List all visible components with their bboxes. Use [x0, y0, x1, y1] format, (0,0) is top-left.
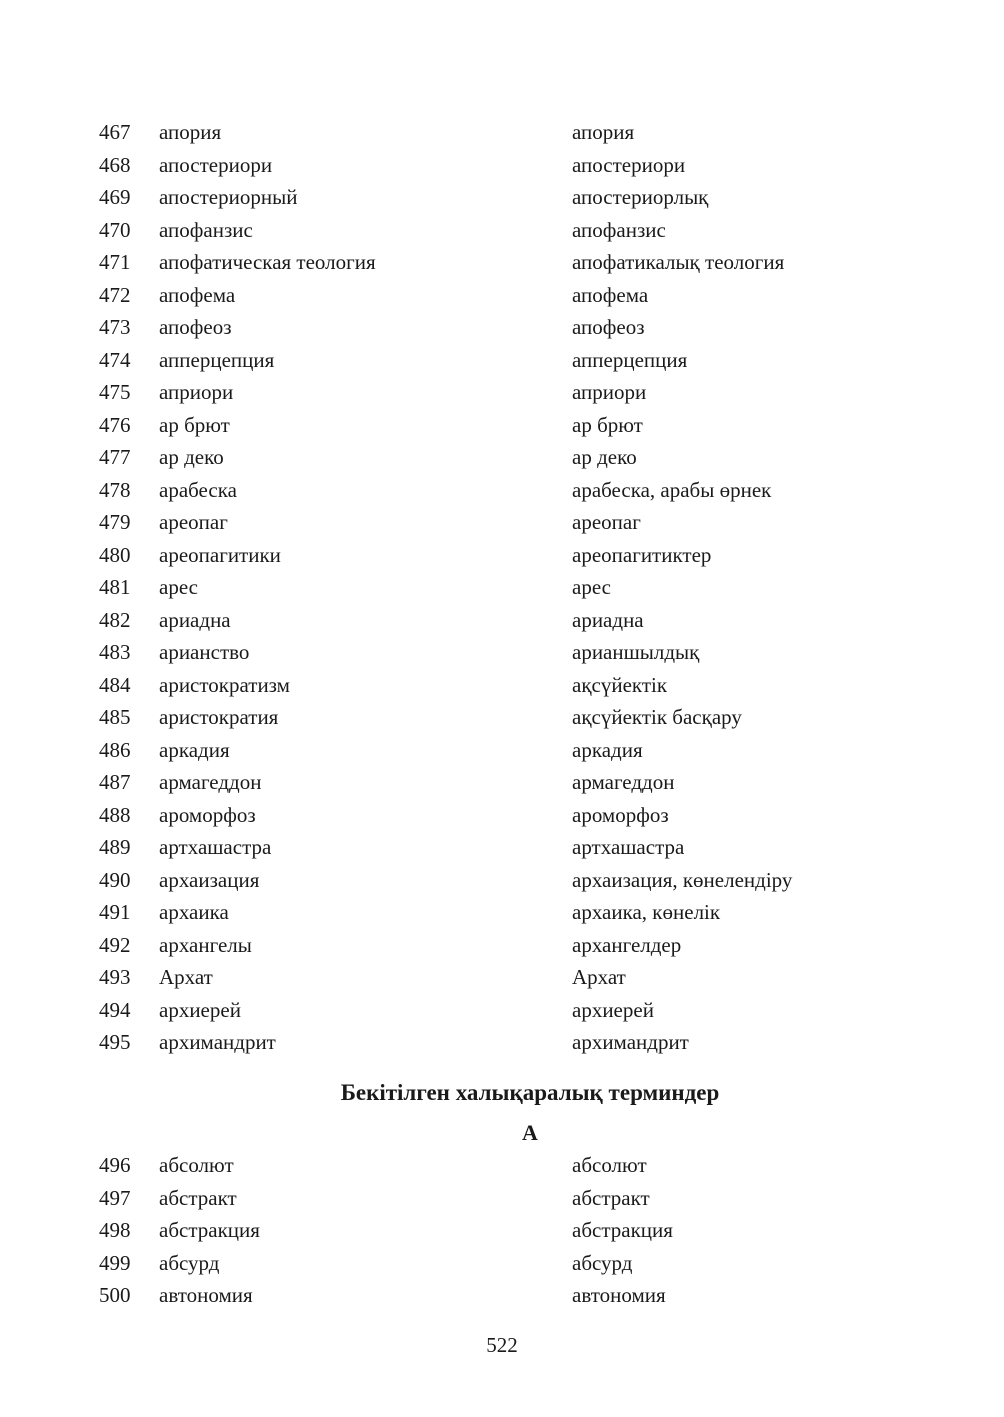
term-row: [0, 734, 1004, 767]
term-number: 499: [99, 1250, 131, 1275]
term-russian: Архат: [159, 965, 213, 989]
term-number: 476: [99, 412, 131, 437]
term-russian: армагеддон: [159, 770, 262, 794]
term-row: [0, 766, 1004, 799]
term-kazakh: архангелдер: [572, 932, 682, 957]
term-number: 475: [99, 380, 131, 404]
term-row: [0, 506, 1004, 539]
term-russian: абстракция: [159, 1218, 260, 1242]
term-kazakh: арес: [572, 575, 611, 599]
term-russian: ареопаг: [159, 510, 228, 534]
term-russian: абстракт: [159, 1185, 237, 1210]
term-row: [0, 864, 1004, 897]
term-row: [0, 604, 1004, 637]
term-kazakh: аркадия: [572, 737, 643, 762]
term-number: 493: [99, 965, 131, 989]
term-russian: архаизация: [159, 867, 260, 892]
term-number: 483: [99, 640, 131, 664]
term-kazakh: апофема: [572, 282, 649, 307]
section-term-list: [0, 1149, 1004, 1312]
term-row: [0, 1214, 1004, 1247]
term-russian: архимандрит: [159, 1030, 276, 1054]
term-number: 478: [99, 477, 131, 502]
term-number: 481: [99, 575, 131, 599]
term-row: [0, 116, 1004, 149]
term-number: 484: [99, 672, 131, 697]
term-kazakh: артхашастра: [572, 835, 685, 859]
term-kazakh: абсолют: [572, 1153, 647, 1177]
term-row: [0, 1026, 1004, 1059]
section-heading: Бекітілген халықаралық терминдер: [340, 1080, 720, 1105]
term-russian: апофеоз: [159, 315, 232, 339]
term-number: 485: [99, 705, 131, 729]
term-russian: апофема: [159, 282, 236, 307]
term-kazakh: апперцепция: [572, 347, 688, 372]
term-kazakh: апория: [572, 120, 635, 144]
term-number: 497: [99, 1185, 131, 1210]
term-russian: абсурд: [159, 1250, 220, 1275]
term-number: 479: [99, 510, 131, 534]
term-row: [0, 246, 1004, 279]
term-number: 468: [99, 152, 131, 177]
term-russian: апофанзис: [159, 217, 253, 242]
term-russian: ар деко: [159, 445, 224, 469]
term-kazakh: априори: [572, 380, 647, 404]
term-number: 492: [99, 932, 131, 957]
term-kazakh: ар брют: [572, 412, 643, 437]
term-number: 469: [99, 185, 131, 209]
term-number: 474: [99, 347, 131, 372]
term-kazakh: апофеоз: [572, 315, 645, 339]
term-kazakh: абсурд: [572, 1250, 633, 1275]
term-row: [0, 961, 1004, 994]
term-russian: апостериорный: [159, 185, 298, 209]
term-russian: апофатическая теология: [159, 250, 376, 274]
term-number: 472: [99, 282, 131, 307]
term-row: [0, 181, 1004, 214]
term-russian: архаика: [159, 900, 229, 924]
term-row: [0, 799, 1004, 832]
term-russian: ариадна: [159, 607, 231, 632]
term-kazakh: ар деко: [572, 445, 637, 469]
term-number: 473: [99, 315, 131, 339]
term-number: 491: [99, 900, 131, 924]
term-row: [0, 539, 1004, 572]
section-letter: А: [522, 1120, 538, 1145]
term-number: 500: [99, 1283, 131, 1307]
term-kazakh: абстракт: [572, 1185, 650, 1210]
term-number: 471: [99, 250, 131, 274]
term-kazakh: ақсүйектік басқару: [572, 705, 742, 729]
term-kazakh: апостериорлық: [572, 185, 709, 209]
term-russian: абсолют: [159, 1153, 234, 1177]
term-russian: аркадия: [159, 737, 230, 762]
term-number: 470: [99, 217, 131, 242]
term-number: 494: [99, 997, 131, 1022]
term-russian: архангелы: [159, 932, 252, 957]
term-number: 496: [99, 1153, 131, 1177]
term-row: [0, 441, 1004, 474]
term-russian: аристократия: [159, 705, 279, 729]
term-row: [0, 1182, 1004, 1215]
term-row: [0, 701, 1004, 734]
term-russian: архиерей: [159, 997, 241, 1022]
page-number: 522: [486, 1333, 518, 1357]
term-kazakh: апостериори: [572, 152, 686, 177]
term-row: [0, 214, 1004, 247]
term-number: 495: [99, 1030, 131, 1054]
term-row: [0, 636, 1004, 669]
term-number: 488: [99, 802, 131, 827]
term-kazakh: ареопаг: [572, 510, 641, 534]
term-row: [0, 344, 1004, 377]
term-kazakh: архимандрит: [572, 1030, 689, 1054]
term-row: [0, 1247, 1004, 1280]
term-russian: арес: [159, 575, 198, 599]
term-row: [0, 409, 1004, 442]
term-kazakh: автономия: [572, 1283, 666, 1307]
term-russian: апория: [159, 120, 222, 144]
term-number: 486: [99, 737, 131, 762]
term-russian: ареопагитики: [159, 542, 281, 567]
term-row: [0, 474, 1004, 507]
term-kazakh: архаика, көнелік: [572, 900, 721, 924]
term-row: [0, 1279, 1004, 1312]
term-kazakh: абстракция: [572, 1218, 673, 1242]
term-number: 482: [99, 607, 131, 632]
term-kazakh: архаизация, көнелендіру: [572, 867, 793, 892]
term-russian: ар брют: [159, 412, 230, 437]
term-row: [0, 896, 1004, 929]
term-number: 467: [99, 120, 131, 144]
term-row: [0, 831, 1004, 864]
term-russian: ароморфоз: [159, 802, 256, 827]
term-number: 490: [99, 867, 131, 892]
term-kazakh: ақсүйектік: [572, 672, 668, 697]
term-russian: артхашастра: [159, 835, 272, 859]
term-number: 498: [99, 1218, 131, 1242]
term-kazakh: апофатикалық теология: [572, 250, 785, 274]
term-row: [0, 929, 1004, 962]
term-russian: априори: [159, 380, 234, 404]
term-russian: арабеска: [159, 477, 237, 502]
term-row: [0, 311, 1004, 344]
term-kazakh: Архат: [572, 965, 626, 989]
term-row: [0, 376, 1004, 409]
term-number: 487: [99, 770, 131, 794]
term-kazakh: ароморфоз: [572, 802, 669, 827]
term-number: 477: [99, 445, 131, 469]
term-number: 489: [99, 835, 131, 859]
term-row: [0, 571, 1004, 604]
term-kazakh: апофанзис: [572, 217, 666, 242]
term-russian: арианство: [159, 640, 250, 664]
term-list: [0, 116, 1004, 1059]
term-row: [0, 994, 1004, 1027]
term-russian: апостериори: [159, 152, 273, 177]
term-kazakh: ариадна: [572, 607, 644, 632]
term-number: 480: [99, 542, 131, 567]
term-row: [0, 1149, 1004, 1182]
term-russian: автономия: [159, 1283, 253, 1307]
term-russian: апперцепция: [159, 347, 275, 372]
term-row: [0, 149, 1004, 182]
term-russian: аристократизм: [159, 672, 290, 697]
term-kazakh: архиерей: [572, 997, 654, 1022]
term-row: [0, 669, 1004, 702]
term-kazakh: арабеска, арабы өрнек: [572, 477, 772, 502]
term-kazakh: армагеддон: [572, 770, 675, 794]
term-kazakh: ариaншылдық: [572, 640, 700, 664]
term-row: [0, 279, 1004, 312]
term-kazakh: ареопагитиктер: [572, 542, 712, 567]
